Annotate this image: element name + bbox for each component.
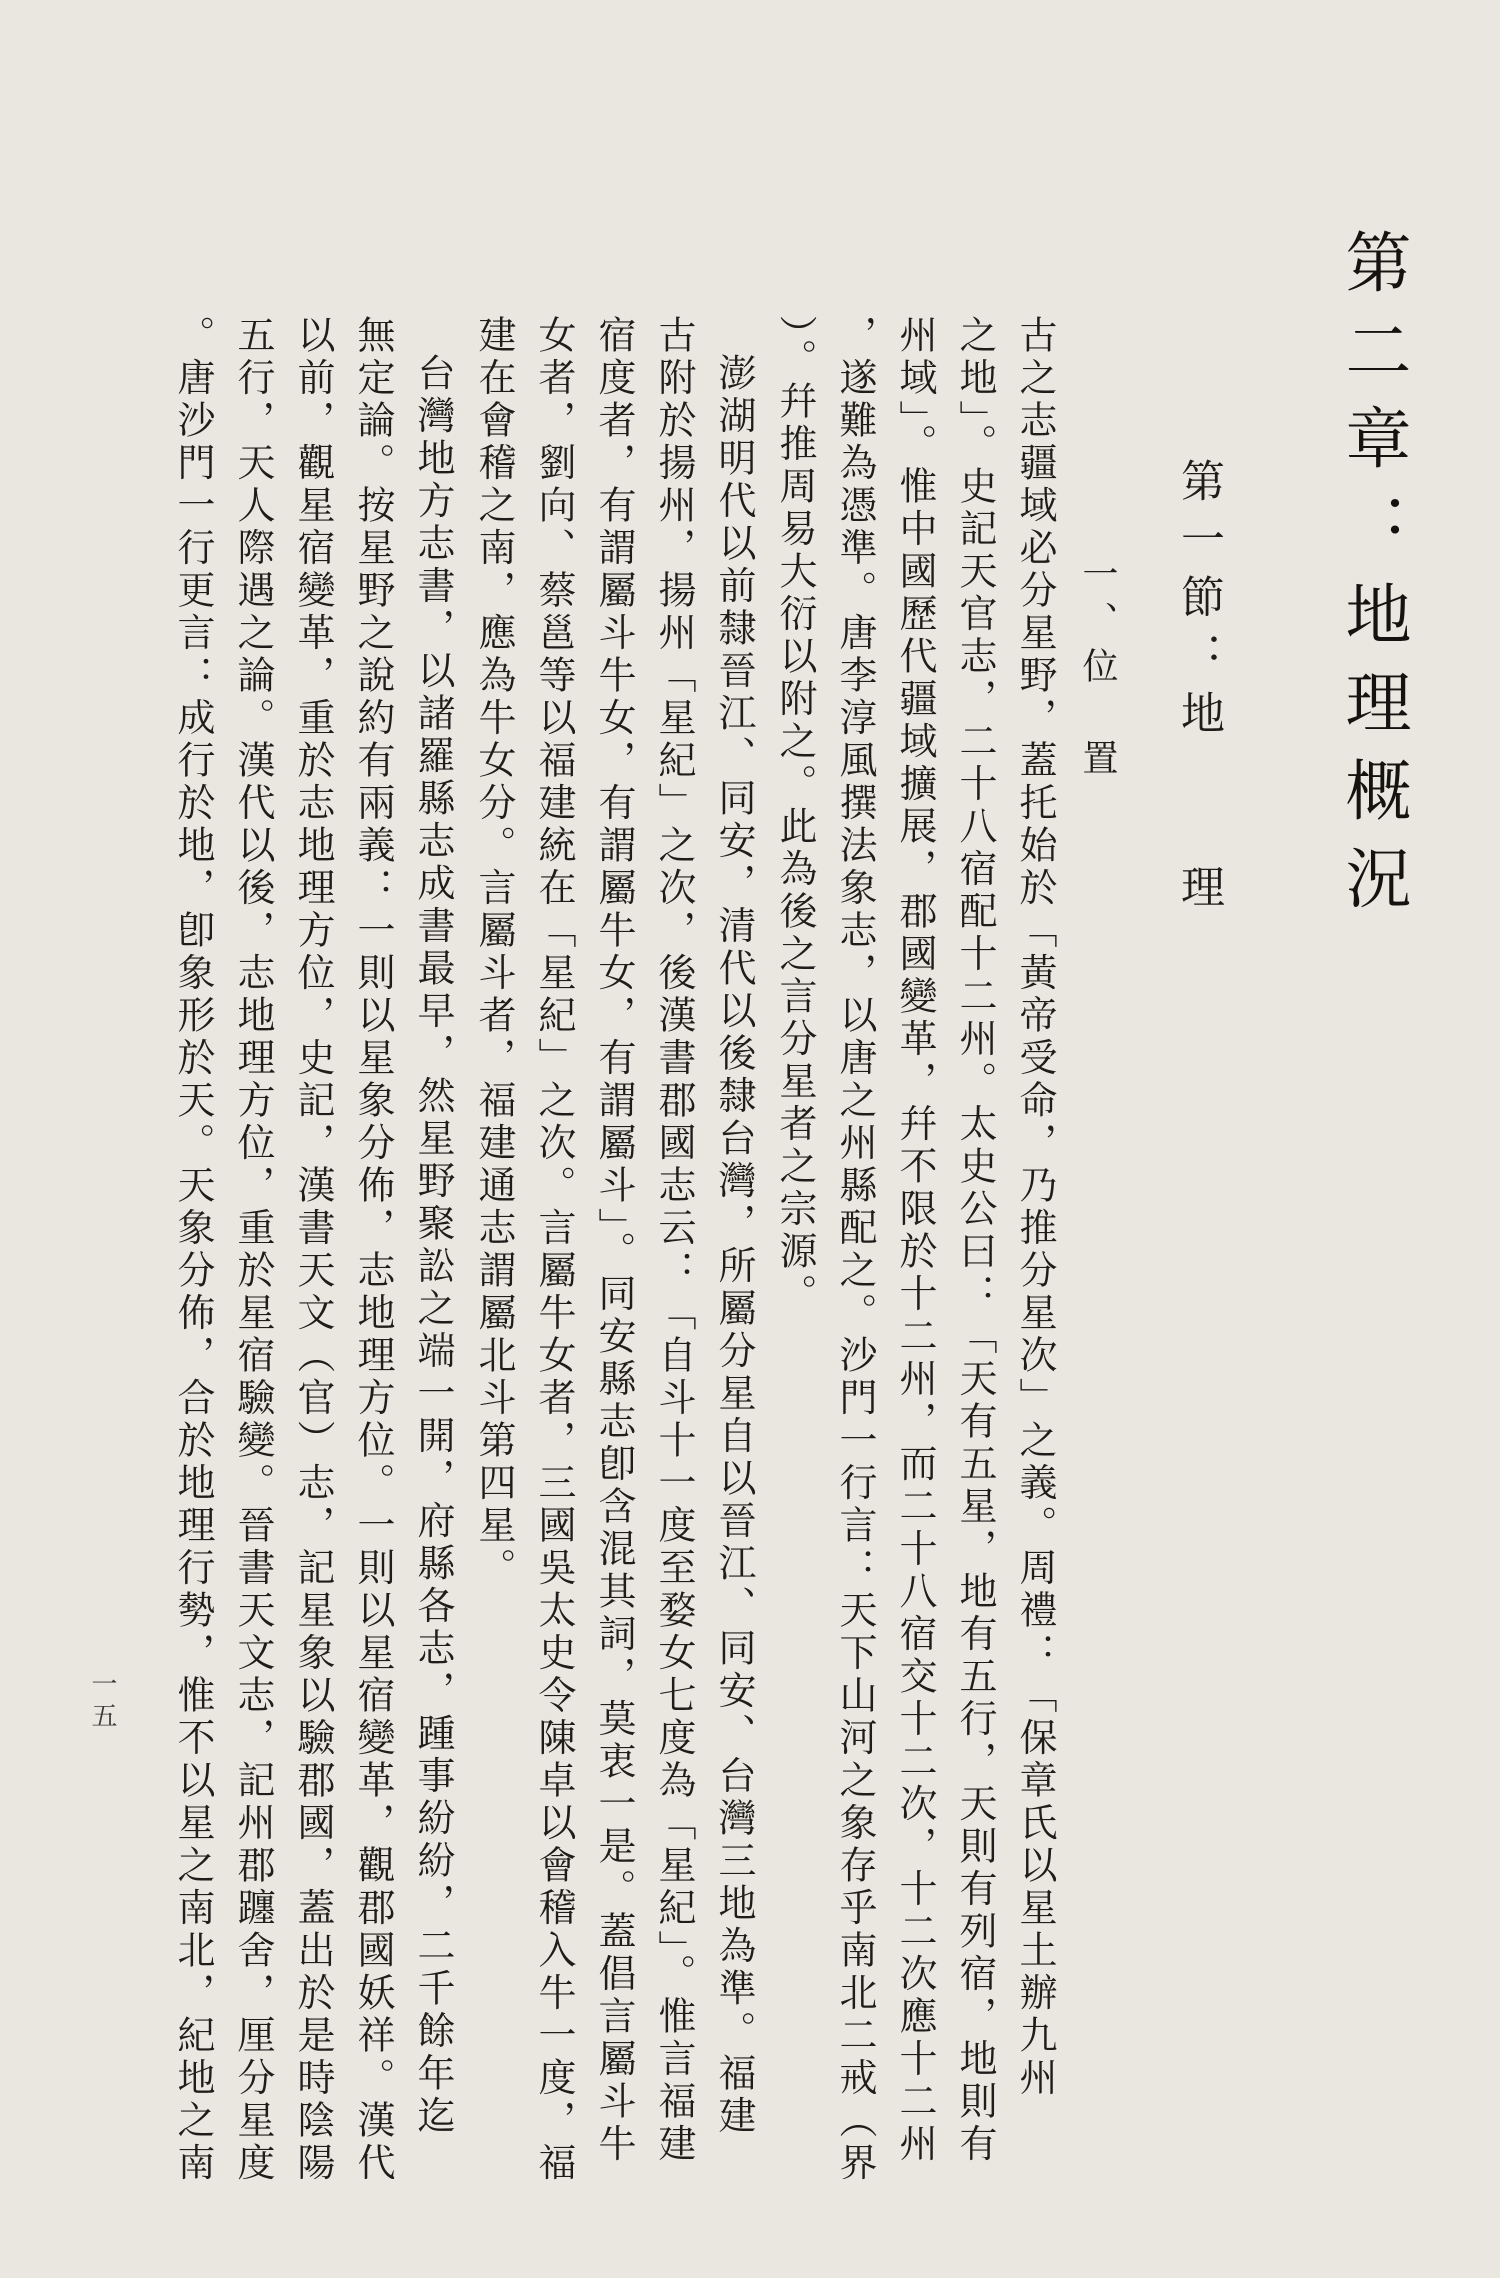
text-column: 古之志疆域必分星野，蓋托始於「黃帝受命，乃推分星次」之義。周禮：「保章氏以星土辦九州 [1013,315,1057,2100]
text-column: 五行，天人際遇之論。漢代以後，志地理方位，重於星宿驗變。晉書天文志，記州郡躔舍，厘分星度 [231,315,275,2185]
text-column: ，遂難為憑準。唐李淳風撰法象志，以唐之州縣配之。沙門一行言：天下山河之象存乎南北二戒（界 [833,315,877,2185]
text-column: 州域」。惟中國歷代疆域擴展，郡國變革，幷不限於十二州，而二十八宿交十二次，十二次應十二州 [893,315,937,2166]
text-column: 以前，觀星宿變革，重於志地理方位，史記，漢書天文（官）志，記星象以驗郡國，蓋出於是時陰陽 [291,315,335,2185]
section-title: 第一節：地 理 [1173,458,1224,922]
subsection-title: 一、位 置 [1077,555,1118,785]
text-column: 古附於揚州，揚州「星紀」之次，後漢書郡國志云：「自斗十一度至婺女七度為「星紀」。惟言福建 [652,315,696,2166]
text-column: 之地」。史記天官志，二十八宿配十二州。太史公曰：「天有五星，地有五行，天則有列宿，地則有 [953,315,997,2166]
text-column: 宿度者，有謂屬斗牛女，有謂屬牛女，有謂屬斗」。同安縣志卽含混其詞，莫衷一是。蓋倡言屬斗牛 [592,315,636,2166]
text-column: ）。幷推周易大衍以附之。此為後之言分星者之宗源。 [773,315,817,1316]
chapter-title: 第二章：地理概況 [1334,228,1411,932]
text-column: 澎湖明代以前隸晉江、同安，清代以後隸台灣，所屬分星自以晉江、同安、台灣三地為準。福建 [712,353,756,2138]
text-column: 建在會稽之南，應為牛女分。言屬斗者，福建通志謂屬北斗第四星。 [472,315,516,1590]
text-column: 女者，劉向、蔡邕等以福建統在「星紀」之次。言屬牛女者，三國吳太史令陳卓以會稽入牛一度，福 [532,315,576,2185]
text-column: 台灣地方志書，以諸羅縣志成書最早，然星野聚訟之端一開，府縣各志，踵事紛紛，二千餘年迄 [411,353,455,2138]
text-column: 。唐沙門一行更言：成行於地，卽象形於天。天象分佈，合於地理行勢，惟不以星之南北，紀地之南 [171,315,215,2185]
page-number: 一五 [87,1670,117,1734]
text-column: 無定論。按星野之說約有兩義：一則以星象分佈，志地理方位。一則以星宿變革，觀郡國妖祥。漢代 [351,315,395,2185]
